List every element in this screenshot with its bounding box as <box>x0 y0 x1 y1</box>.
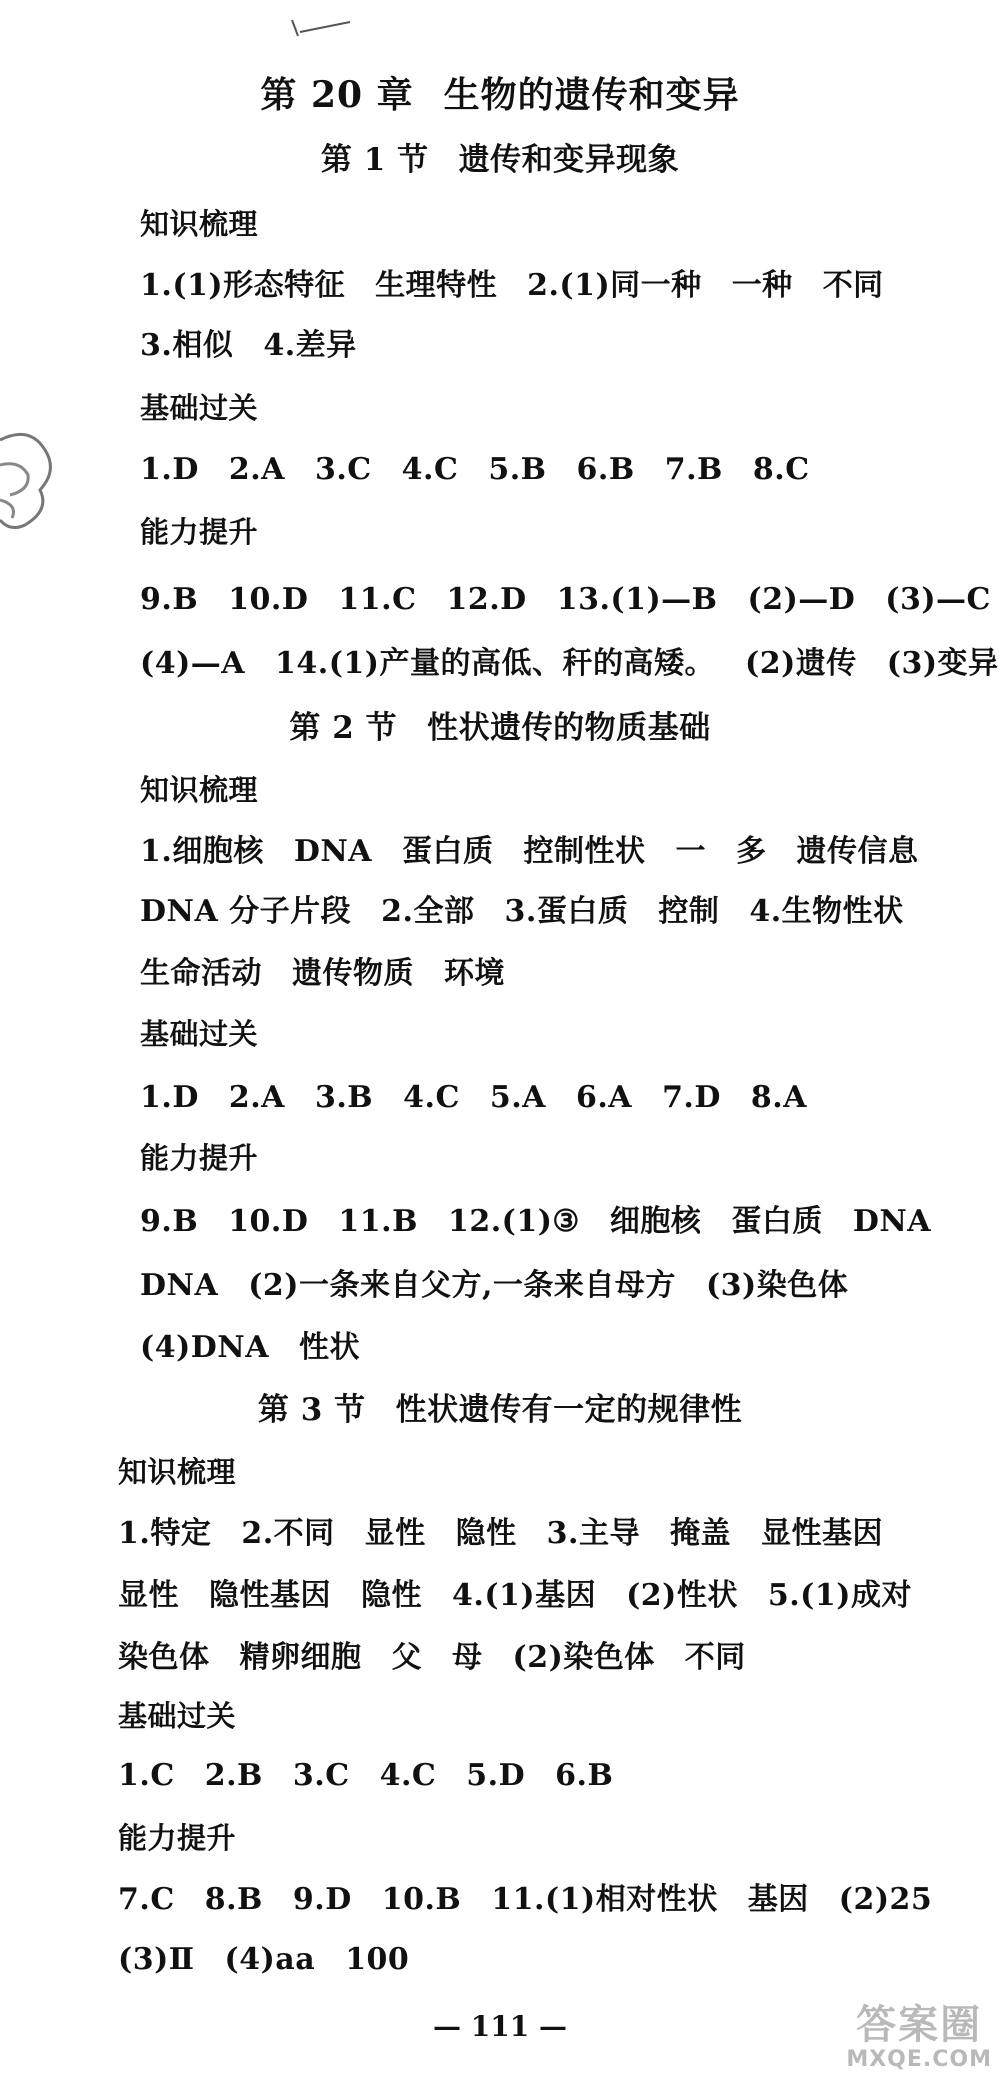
section-number: 第 1 节 <box>320 142 429 178</box>
answer-item: 8.A <box>750 1080 808 1115</box>
chapter-title <box>0 72 1000 118</box>
answer-item: 2.全部 <box>381 894 475 929</box>
section-3-title <box>0 1390 1000 1430</box>
section-2-knowledge-line-1 <box>140 832 919 872</box>
answer-item: 4.生物性状 <box>749 894 904 929</box>
section-3-knowledge-line-2 <box>118 1576 912 1616</box>
answer-item: 7.B <box>664 452 723 487</box>
section-1-knowledge-line-2 <box>140 326 357 366</box>
section-2-basic-heading: 基础过关 <box>140 1017 259 1051</box>
answer-item: 生理特性 <box>375 268 498 303</box>
answer-item: 10.B <box>381 1882 462 1917</box>
section-2-title <box>0 708 1000 748</box>
answer-item: 隐性 <box>361 1578 422 1613</box>
answer-item: (3)Ⅱ <box>118 1942 195 1977</box>
answer-item: (3)—C <box>885 582 991 617</box>
answer-item: 1.特定 <box>118 1516 212 1551</box>
answer-item: 10.D <box>228 582 309 617</box>
answer-item: 11.B <box>338 1204 418 1239</box>
section-2-advanced-heading: 能力提升 <box>140 1141 259 1175</box>
answer-item: 遗传信息 <box>796 834 919 869</box>
answer-item: 一 <box>675 834 707 869</box>
answer-item: 1.C <box>118 1758 175 1793</box>
section-2-advanced-line-3 <box>140 1328 360 1368</box>
answer-item: 100 <box>345 1942 410 1977</box>
section-1-knowledge-line-1 <box>140 266 884 306</box>
answer-item: 基因 <box>747 1882 809 1917</box>
answer-item: (4)—A <box>140 646 246 681</box>
section-1-basic-line-1 <box>140 450 810 490</box>
section-3-advanced-line-1 <box>118 1880 932 1920</box>
section-1-title <box>0 140 1000 180</box>
chapter-number: 第 20 章 <box>260 74 414 116</box>
answer-item: 1.D <box>140 452 199 487</box>
answer-item: 14.(1)产量的高低、秆的高矮。 <box>275 646 716 681</box>
answer-item: 6.B <box>576 452 635 487</box>
section-1-advanced-line-2 <box>140 644 999 684</box>
answer-item: (2)遗传 <box>745 646 857 681</box>
answer-item: (2)—D <box>747 582 856 617</box>
answer-item: 4.C <box>401 452 459 487</box>
answer-item: 3.C <box>292 1758 350 1793</box>
answer-item: 3.C <box>314 452 372 487</box>
watermark-logo: 答案圈 <box>856 2002 983 2048</box>
answer-item: 显性基因 <box>760 1516 883 1551</box>
section-2-basic-line-1 <box>140 1078 807 1118</box>
answer-item: DNA <box>293 834 373 869</box>
section-1-basic-heading: 基础过关 <box>140 391 259 425</box>
section-name: 遗传和变异现象 <box>458 142 680 178</box>
section-3-basic-line-1 <box>118 1756 613 1796</box>
answer-item: 控制 <box>658 894 720 929</box>
answer-item: 隐性基因 <box>209 1578 331 1613</box>
section-3-knowledge-line-1 <box>118 1514 883 1554</box>
section-3-knowledge-line-3 <box>118 1638 746 1678</box>
answer-item: 1.(1)形态特征 <box>140 268 346 303</box>
section-3-advanced-line-2 <box>118 1940 409 1980</box>
answer-item: 4.(1)基因 <box>452 1578 597 1613</box>
answer-item: (4)DNA <box>140 1330 269 1365</box>
section-number: 第 2 节 <box>289 710 398 746</box>
answer-item: 5.B <box>488 452 547 487</box>
answer-item: 6.A <box>575 1080 633 1115</box>
answer-item: 父 <box>391 1640 422 1675</box>
answer-item: 显性 <box>364 1516 426 1551</box>
answer-item: (2)性状 <box>626 1578 738 1613</box>
answer-item: 12.D <box>446 582 527 617</box>
chapter-name: 生物的遗传和变异 <box>443 74 740 116</box>
answer-item: 4.C <box>403 1080 460 1115</box>
answer-item: 3.相似 <box>140 328 234 363</box>
answer-item: (3)变异 <box>886 646 999 681</box>
section-3-basic-heading: 基础过关 <box>118 1699 237 1733</box>
answer-item: 不同 <box>684 1640 746 1675</box>
answer-item: 5.A <box>489 1080 546 1115</box>
watermark-url: MXQE.COM <box>846 2047 992 2072</box>
answer-item: DNA <box>140 1268 219 1303</box>
answer-item: 8.C <box>752 452 810 487</box>
watermark <box>846 2003 992 2072</box>
answer-item: 遗传物质 <box>292 956 414 991</box>
answer-item: 掩盖 <box>669 1516 731 1551</box>
answer-item: 11.C <box>338 582 417 617</box>
answer-item: 隐性 <box>455 1516 517 1551</box>
section-number: 第 3 节 <box>257 1392 366 1428</box>
section-2-knowledge-heading: 知识梳理 <box>140 773 259 807</box>
answer-item: 一种 <box>731 268 793 303</box>
answer-item: (2)一条来自父方,一条来自母方 <box>248 1268 676 1303</box>
answer-item: 多 <box>736 834 767 869</box>
answer-item: 10.D <box>228 1204 309 1239</box>
answer-item: 蛋白质 <box>402 834 494 869</box>
answer-item: (3)染色体 <box>705 1268 849 1303</box>
answer-item: 显性 <box>118 1578 179 1613</box>
answer-item: 2.不同 <box>241 1516 335 1551</box>
section-2-advanced-line-2 <box>140 1266 848 1306</box>
answer-item: 3.主导 <box>546 1516 640 1551</box>
answer-item: 12.(1)③ <box>447 1204 580 1239</box>
section-name: 性状遗传有一定的规律性 <box>395 1392 743 1428</box>
section-1-knowledge-heading: 知识梳理 <box>140 207 259 241</box>
answer-item: DNA <box>852 1204 932 1239</box>
answer-item: 11.(1)相对性状 <box>491 1882 718 1917</box>
answer-item: 1.D <box>140 1080 199 1115</box>
answer-item: (4)aa <box>224 1942 316 1977</box>
answer-item: 5.(1)成对 <box>767 1578 912 1613</box>
answer-item: 9.B <box>140 1204 199 1239</box>
answer-item: (2)25 <box>838 1882 933 1917</box>
answer-item: 生命活动 <box>140 956 262 991</box>
answer-item: 3.蛋白质 <box>504 894 629 929</box>
answer-item: 9.B <box>140 582 199 617</box>
answer-item: 母 <box>452 1640 483 1675</box>
section-3-advanced-heading: 能力提升 <box>118 1821 237 1855</box>
answer-item: 性状 <box>298 1330 360 1365</box>
answer-item: 13.(1)—B <box>556 582 718 617</box>
section-2-knowledge-line-3 <box>140 954 505 994</box>
answer-item: 8.B <box>204 1882 263 1917</box>
answer-item: 2.A <box>228 1080 285 1115</box>
answer-item: 3.B <box>314 1080 374 1115</box>
section-3-knowledge-heading: 知识梳理 <box>118 1455 237 1489</box>
page-number: — 111 — <box>433 2010 567 2043</box>
section-name: 性状遗传的物质基础 <box>427 710 711 746</box>
answer-item: 5.D <box>466 1758 526 1793</box>
answer-item: 1.细胞核 <box>140 834 264 869</box>
answer-item: 4.C <box>379 1758 437 1793</box>
answer-item: 9.D <box>292 1882 352 1917</box>
pen-scratch-mark <box>290 14 370 44</box>
answer-item: 蛋白质 <box>731 1204 823 1239</box>
answer-item: 2.B <box>204 1758 263 1793</box>
answer-item: 精卵细胞 <box>239 1640 362 1675</box>
section-1-advanced-line-1 <box>140 580 991 620</box>
answer-item: 6.B <box>555 1758 614 1793</box>
answer-item: 不同 <box>822 268 884 303</box>
answer-item: 7.C <box>118 1882 175 1917</box>
answer-item: 7.D <box>662 1080 721 1115</box>
answer-item: 2.(1)同一种 <box>527 268 702 303</box>
answer-item: 控制性状 <box>523 834 646 869</box>
answer-item: 染色体 <box>118 1640 210 1675</box>
answer-item: 细胞核 <box>609 1204 702 1239</box>
answer-item: 环境 <box>444 956 505 991</box>
flower-doodle-icon <box>0 420 60 540</box>
answer-item: (2)染色体 <box>512 1640 655 1675</box>
section-2-knowledge-line-2 <box>140 892 904 932</box>
section-2-advanced-line-1 <box>140 1202 931 1242</box>
answer-item: DNA 分子片段 <box>140 894 352 929</box>
answer-item: 4.差异 <box>263 328 357 363</box>
answer-item: 2.A <box>228 452 285 487</box>
section-1-advanced-heading: 能力提升 <box>140 515 259 549</box>
